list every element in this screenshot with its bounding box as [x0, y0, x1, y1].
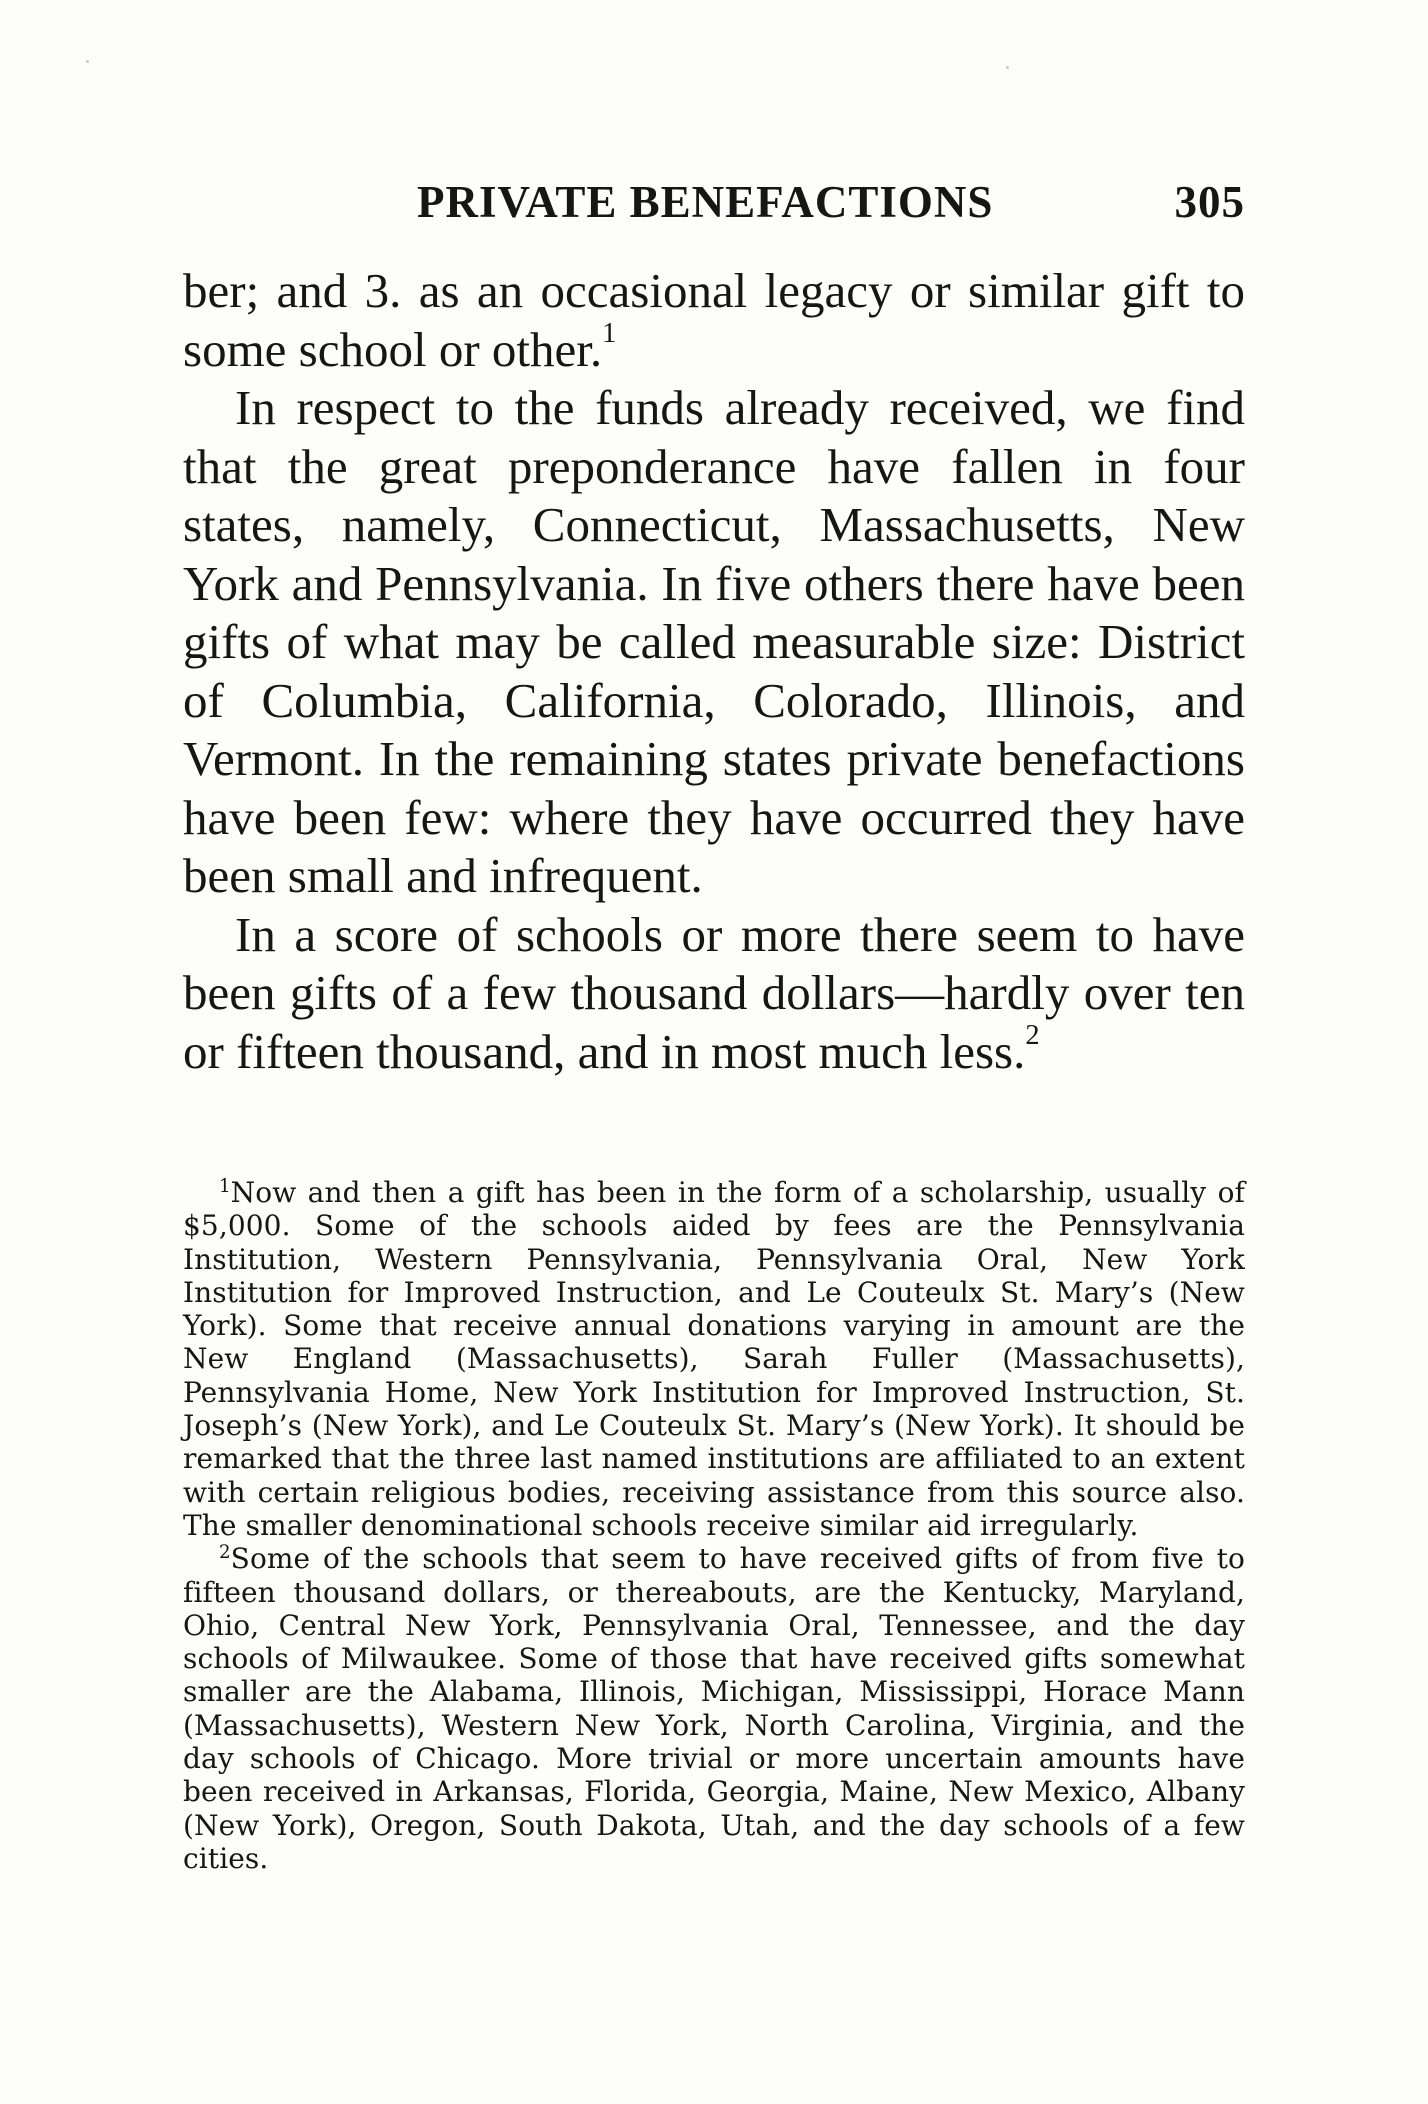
footnotes	[183, 1176, 1245, 1875]
paragraph	[183, 906, 1245, 1082]
footnote-marker: 1	[219, 1176, 231, 1197]
main-text	[183, 262, 1245, 1081]
page-number: 305	[1174, 177, 1245, 227]
paragraph	[183, 379, 1245, 906]
paper-speck	[1006, 66, 1009, 69]
page-header	[183, 176, 1245, 236]
paragraph	[183, 262, 1245, 379]
paper-speck	[86, 60, 89, 63]
paragraph-text: In a score of schools or more there seem to have been gifts of a few thousand dollars—hardly over ten or fifteen thousand, and in most much less.	[183, 906, 1245, 1079]
footnote	[183, 1542, 1245, 1875]
footnote-reference: 2	[1025, 1019, 1040, 1051]
footnote-marker: 2	[219, 1542, 231, 1564]
paragraph-text: In respect to the funds already received, we find that the great preponderance have fallen in four states, namely, Connecticut, Massachusetts, New York and Pennsylvania. In five others there have been gifts of what may be called measurable size: District of Columbia, California, Colorado, Illinois, and Vermont. In the remaining states private benefactions have been few: where they have occurred they have been small and infrequent.	[183, 380, 1245, 903]
footnote-text: Now and then a gift has been in the form of a scholarship, usually of $5,000. Some of the schools aided by fees are the Pennsylvania Institution, Western Pennsylvania, Pennsylvania Oral, New York Institution for Improved Instruction, and Le Couteulx St. Mary’s (New York). Some that receive annual donations varying in amount are the New England (Massachusetts), Sarah Fuller (Massachusetts), Pennsylvania Home, New York Institution for Improved Instruction, St. Joseph’s (New York), and Le Couteulx St. Mary’s (New York). It should be remarked that the three last named institutions are affiliated to an extent with certain religious bodies, receiving assistance from this source also. The smaller denominational schools receive similar aid irregularly.	[183, 1176, 1245, 1542]
running-head: PRIVATE BENEFACTIONS	[417, 177, 994, 227]
footnote	[183, 1176, 1245, 1542]
paragraph-text: ber; and 3. as an occasional legacy or similar gift to some school or other.	[183, 263, 1245, 377]
footnote-text: Some of the schools that seem to have received gifts of from five to fifteen thousand dollars, or thereabouts, are the Kentucky, Maryland, Ohio, Central New York, Pennsylvania Oral, Tennessee, and the day schools of Milwaukee. Some of those that have received gifts somewhat smaller are the Alabama, Illinois, Michigan, Mississippi, Horace Mann (Massachusetts), Western New York, North Carolina, Virginia, and the day schools of Chicago. More trivial or more uncertain amounts have been received in Arkansas, Florida, Georgia, Maine, New Mexico, Albany (New York), Oregon, South Dakota, Utah, and the day schools of a few cities.	[183, 1542, 1245, 1875]
footnote-reference: 1	[602, 317, 617, 349]
